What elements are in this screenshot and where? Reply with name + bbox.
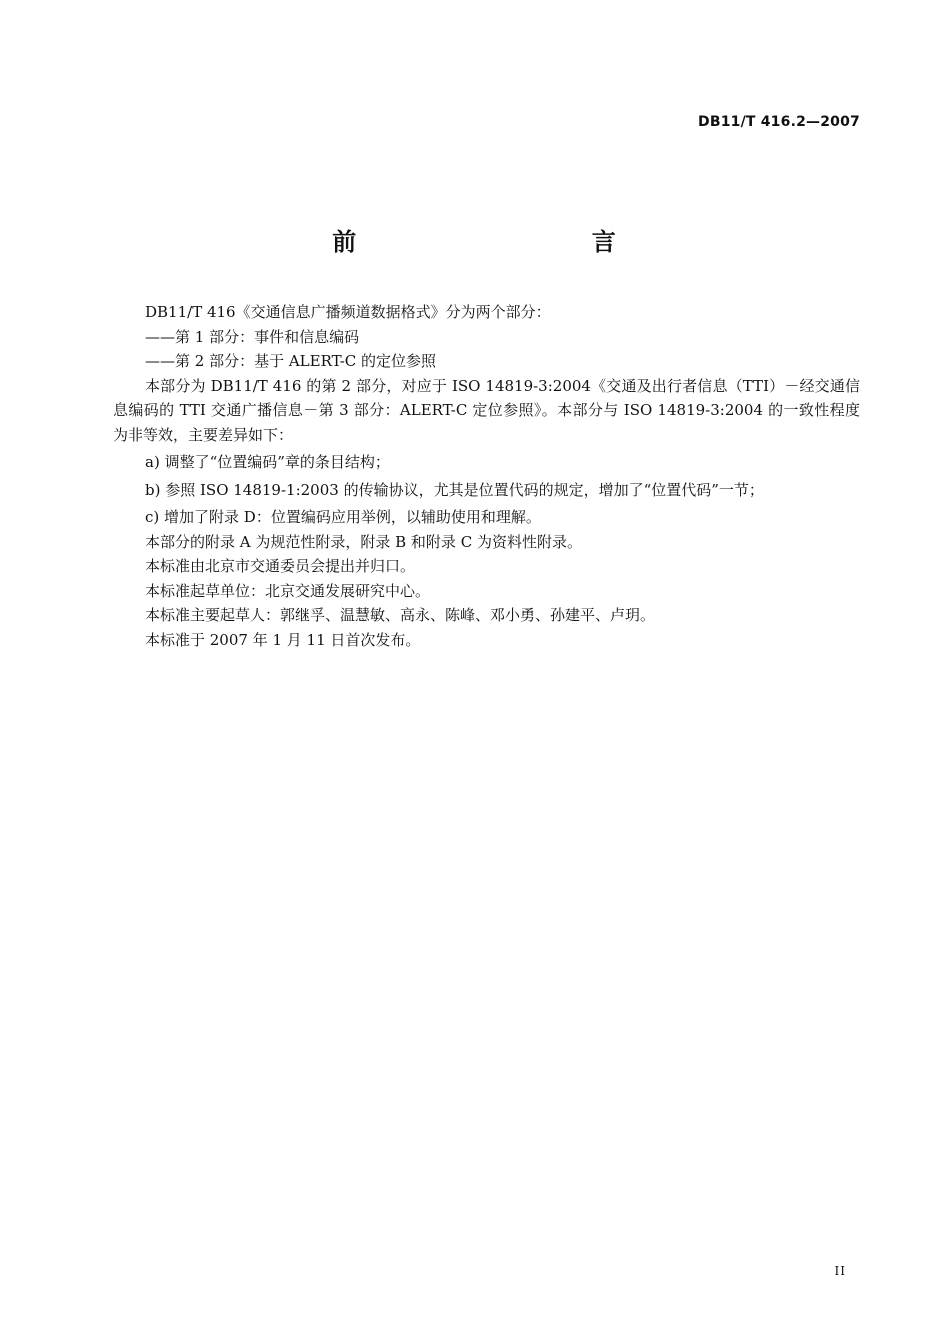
page-title: 前 言 (332, 228, 618, 256)
correspondence-paragraph: 本部分为 DB11/T 416 的第 2 部分，对应于 ISO 14819-3:2004《交通及出行者信息（TTI）－经交通信息编码的 TTI 交通广播信息－第 3 部分：ALERT-C 定位参照》。本部分与 ISO 14819-3:2004 的一致性程度为非等效，主要差异如下： (113, 376, 860, 444)
difference-item-c: c) 增加了附录 D：位置编码应用举例，以辅助使用和理解。 (145, 508, 541, 526)
page-number: II (834, 1264, 846, 1278)
intro-paragraph: DB11/T 416《交通信息广播频道数据格式》分为两个部分： (145, 303, 551, 321)
standard-code: DB11/T 416.2—2007 (698, 114, 860, 130)
part-2-line: ——第 2 部分：基于 ALERT-C 的定位参照 (145, 352, 437, 370)
part-1-line: ——第 1 部分：事件和信息编码 (145, 327, 360, 346)
drafters-paragraph: 本标准主要起草人：郭继孚、温慧敏、高永、陈峰、邓小勇、孙建平、卢玥。 (145, 606, 656, 624)
foreword-body (113, 300, 860, 652)
appendix-paragraph: 本部分的附录 A 为规范性附录，附录 B 和附录 C 为资料性附录。 (145, 532, 582, 551)
drafting-unit-paragraph: 本标准起草单位：北京交通发展研究中心。 (145, 581, 431, 600)
difference-item-a: a) 调整了“位置编码”章的条目结构； (145, 453, 390, 471)
release-paragraph: 本标准于 2007 年 1 月 11 日首次发布。 (145, 630, 421, 649)
difference-item-b: b) 参照 ISO 14819-1:2003 的传输协议，尤其是位置代码的规定，增加了“位置代码”一节； (145, 480, 764, 499)
proposer-paragraph: 本标准由北京市交通委员会提出并归口。 (145, 557, 416, 575)
